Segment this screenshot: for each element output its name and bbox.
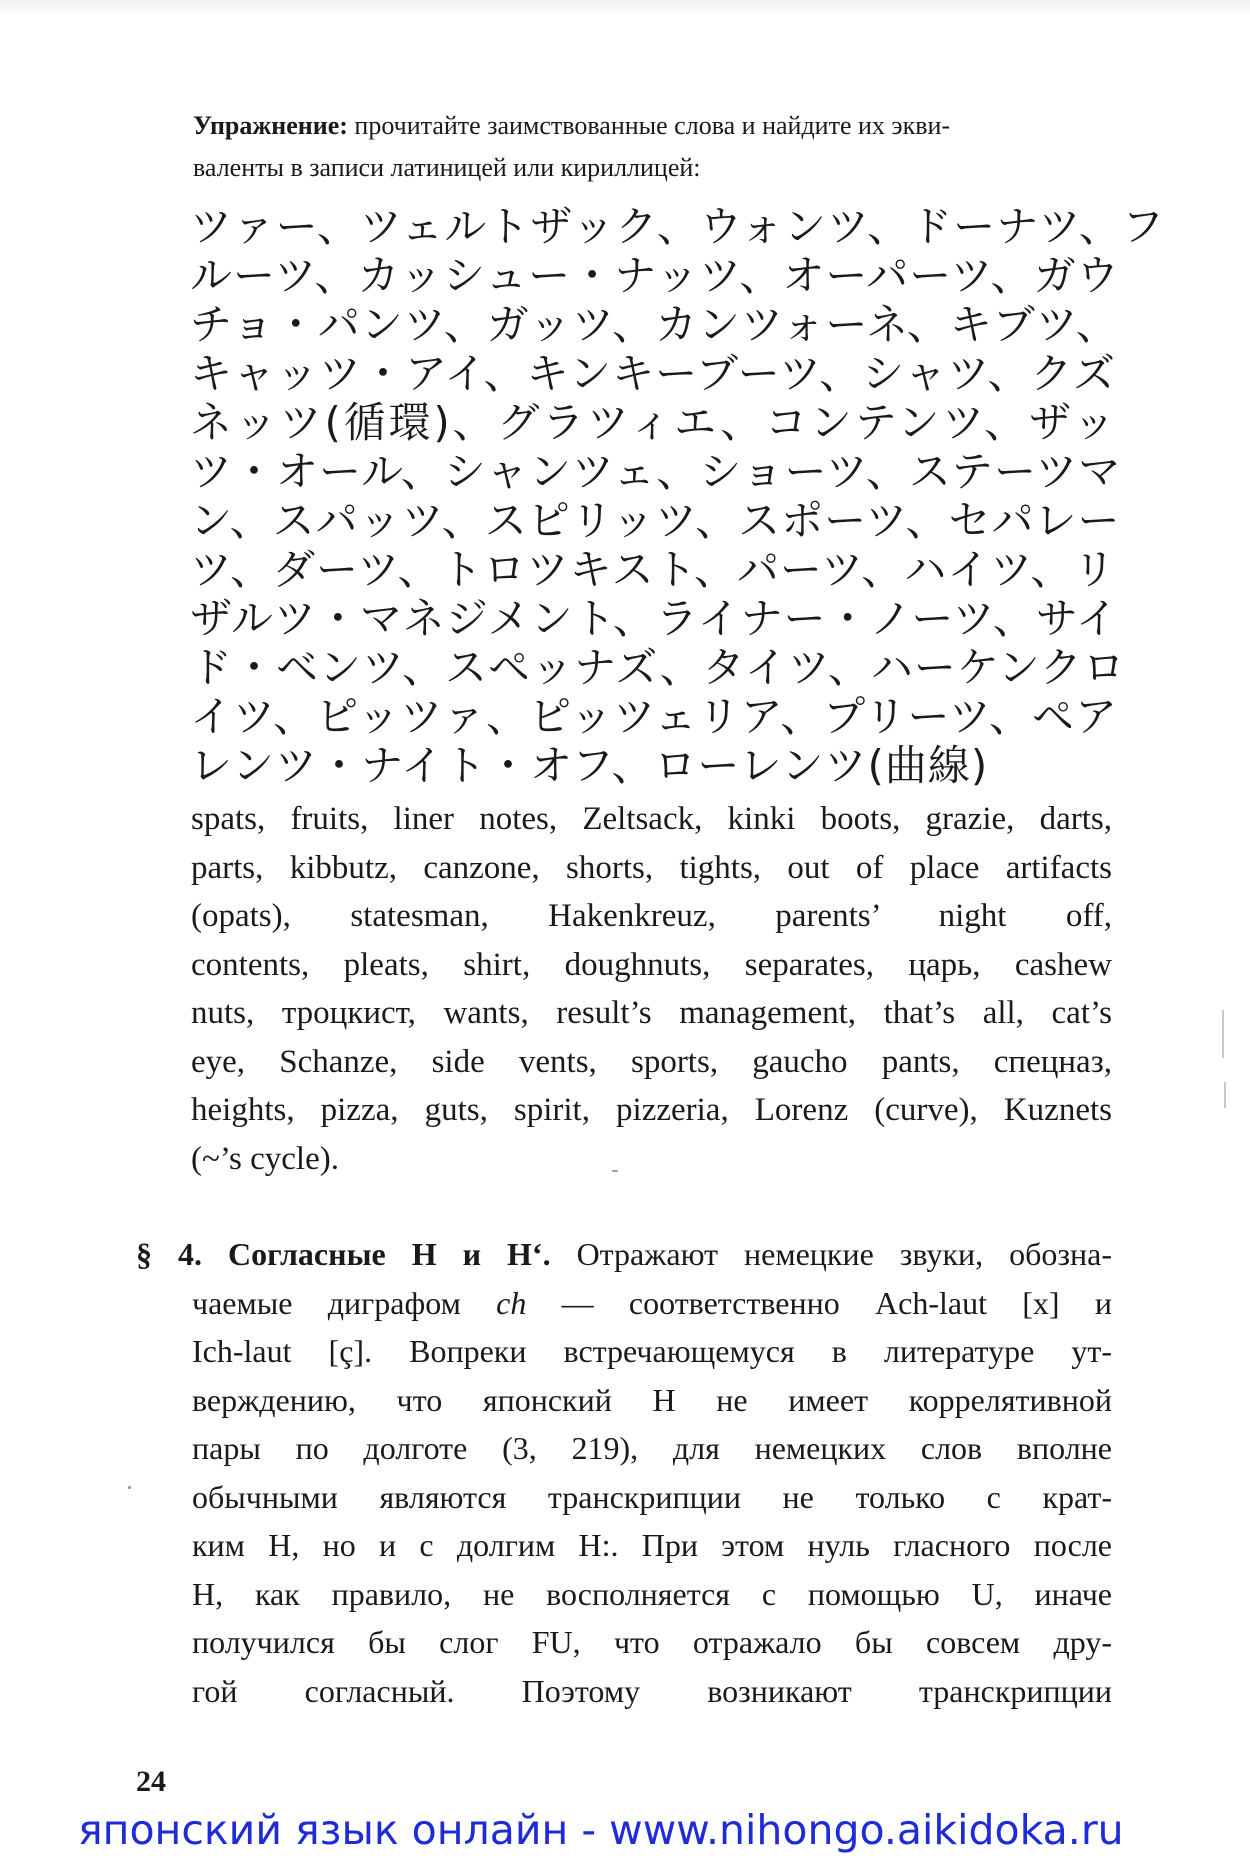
section-line: [136, 1279, 1112, 1328]
latin-line: eye, Schanze, side vents, sports, gaucho pants, спецназ,: [191, 1043, 1112, 1080]
exercise-text-line1: прочитайте заимствованные слова и найдите их экви-: [347, 111, 951, 140]
section-line: пары по долготе (3, 219), для немецких слов вполне: [192, 1430, 1112, 1466]
latin-equivalents-list: [191, 795, 1112, 1183]
katakana-line: ルーツ、カッシュー・ナッツ、オーパーツ、ガウ: [190, 251, 1120, 300]
katakana-line: ザルツ・マネジメント、ライナー・ノーツ、サイ: [190, 594, 1119, 643]
katakana-line: ツ、ダーツ、トロツキスト、パーツ、ハイツ、リ: [190, 545, 1117, 594]
latin-line: contents, pleats, shirt, doughnuts, separates, царь, cashew: [191, 946, 1112, 983]
katakana-word-list: [190, 202, 1165, 790]
exercise-text-line2: валенты в записи латиницей или кириллицей:: [193, 153, 701, 182]
section-heading: § 4. Согласные H и H‘.: [136, 1236, 551, 1272]
katakana-line: レンツ・ナイト・オフ、ローレンツ(曲線): [190, 741, 989, 790]
section-line: получился бы слог FU, что отражало бы совсем дру-: [192, 1624, 1112, 1660]
katakana-line: ツ・オール、シャンツェ、ショーツ、ステーツマ: [190, 447, 1122, 496]
scan-edge-mark: [1222, 1010, 1224, 1058]
section-line: верждению, что японский H не имеет коррелятивной: [192, 1381, 1112, 1418]
section-line2-before: чаемые диграфом: [192, 1284, 497, 1321]
section-line2-after: — соответственно Ach-laut [x] и: [526, 1284, 1113, 1321]
section-line: ким H, но и с долгим H:. При этом нуль гласного после: [192, 1527, 1112, 1563]
section-line: Ich-laut [ç]. Вопреки встречающемуся в литературе ут-: [192, 1333, 1112, 1369]
section-line: [136, 1230, 1112, 1279]
exercise-label: Упражнение:: [193, 111, 348, 140]
page-number: 24: [136, 1765, 166, 1798]
latin-line: heights, pizza, guts, spirit, pizzeria, Lorenz (curve), Kuznets: [191, 1092, 1112, 1128]
scan-dust-speck: [612, 1170, 618, 1172]
scan-top-shadow: [0, 0, 1250, 14]
katakana-line: イツ、ピッツァ、ピッツェリア、プリーツ、ペア: [190, 692, 1118, 741]
katakana-line: ツァー、ツェルトザック、ウォンツ、ドーナツ、フ: [190, 202, 1165, 251]
katakana-line: ネッツ(循環)、グラツィエ、コンテンツ、ザッ: [190, 398, 1116, 447]
scan-edge-mark: [1224, 1082, 1226, 1108]
latin-line: nuts, троцкист, wants, result’s management, that’s all, cat’s: [191, 995, 1112, 1031]
katakana-line: チョ・パンツ、ガッツ、カンツォーネ、キブツ、: [190, 300, 1119, 349]
katakana-line: ド・ベンツ、スペッナズ、タイツ、ハーケンクロ: [190, 643, 1126, 692]
digraph-ch: ch: [496, 1284, 527, 1321]
section-line1-text: Отражают немецкие звуки, обозна-: [550, 1236, 1113, 1272]
latin-line: spats, fruits, liner notes, Zeltsack, kinki boots, grazie, darts,: [191, 801, 1112, 837]
latin-line: (opats), statesman, Hakenkreuz, parents’ night off,: [191, 898, 1112, 934]
section-line: обычными являются транскрипции не только с крат-: [192, 1478, 1112, 1515]
latin-line: (~’s cycle).: [191, 1140, 339, 1177]
katakana-line: キャッツ・アイ、キンキーブーツ、シャツ、クズ: [190, 349, 1116, 398]
section-4-paragraph: [136, 1230, 1112, 1715]
section-line: гой согласный. Поэтому возникают транскрипции: [192, 1672, 1112, 1709]
section-line: H, как правило, не восполняется с помощью U, иначе: [192, 1575, 1112, 1612]
watermark-site-link: японский язык онлайн - www.nihongo.aikidoka.ru: [78, 1806, 1124, 1854]
katakana-line: ン、スパッツ、スピリッツ、スポーツ、セパレー: [190, 496, 1121, 545]
scan-dust-speck: [128, 1486, 131, 1489]
exercise-intro: [193, 105, 1113, 189]
latin-line: parts, kibbutz, canzone, shorts, tights, out of place artifacts: [191, 849, 1112, 886]
